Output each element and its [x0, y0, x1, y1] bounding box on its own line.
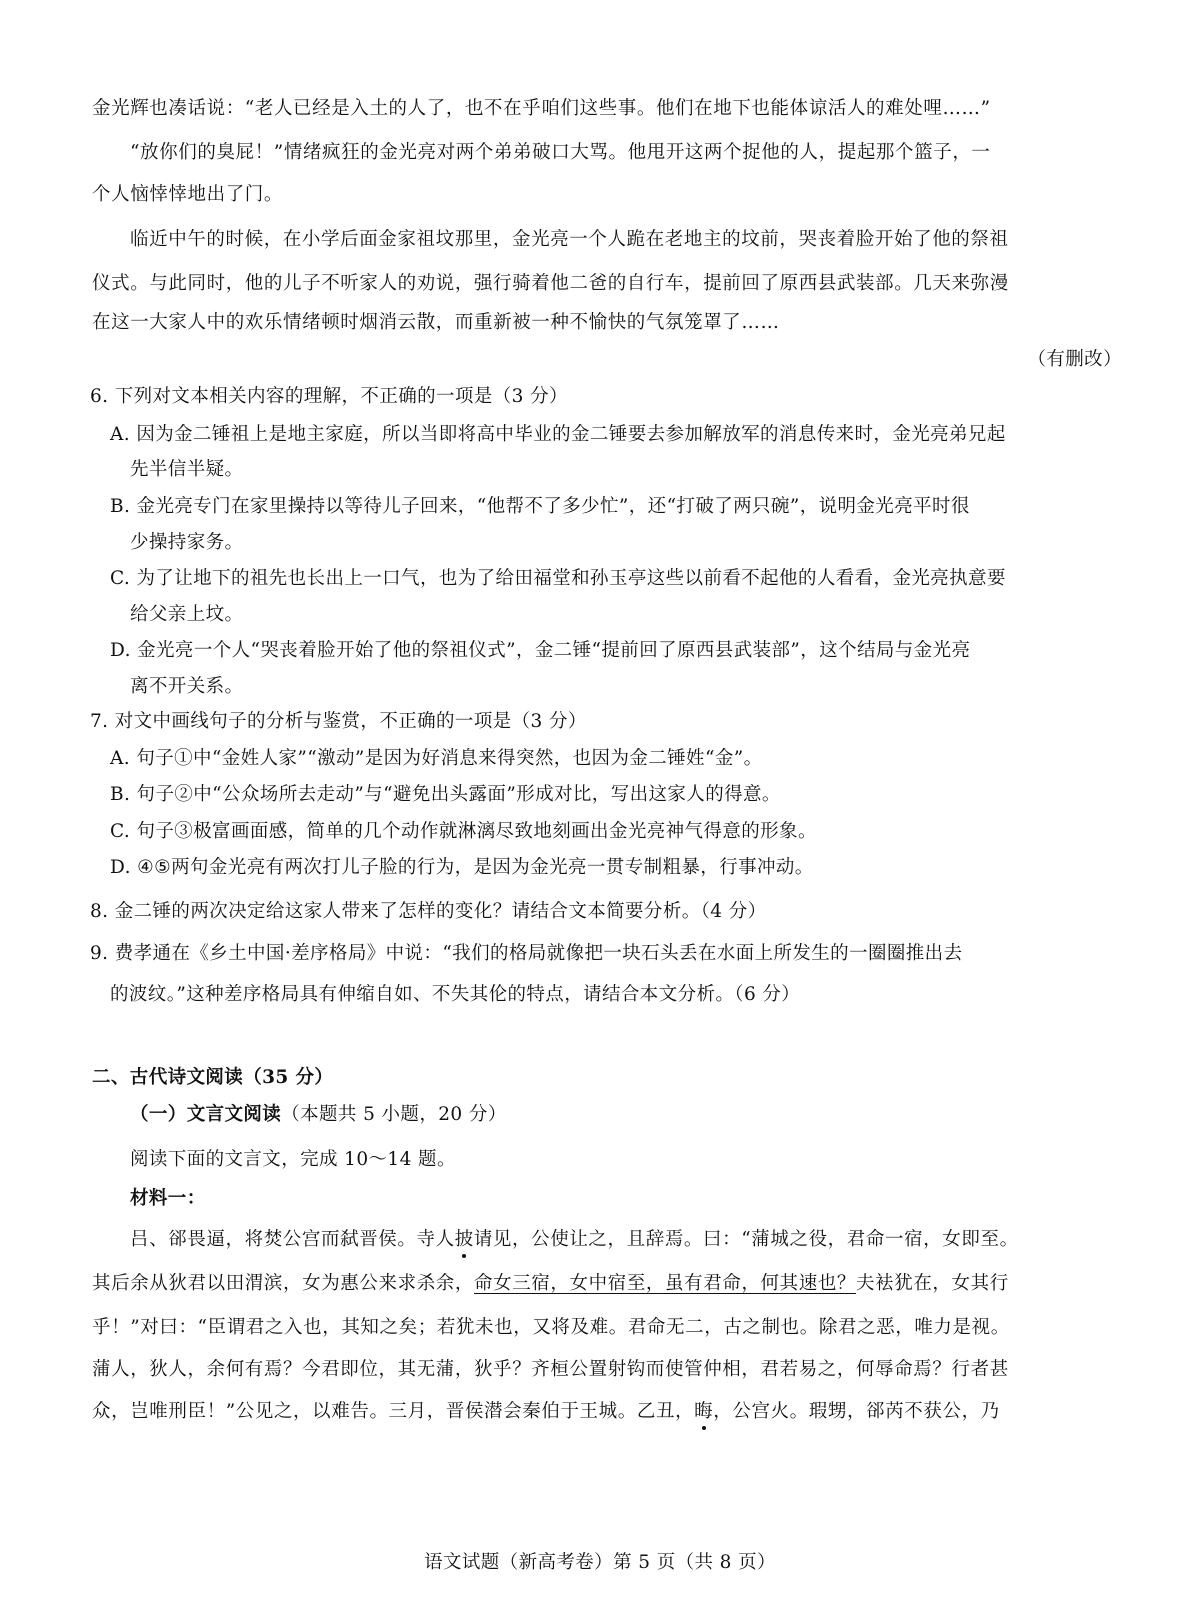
material-label: 材料一：: [130, 1188, 206, 1209]
reading-instruction: 阅读下面的文言文，完成 10～14 题。: [130, 1149, 456, 1170]
passage-paragraph-2-line-2: 个人恼悻悻地出了门。: [92, 184, 284, 205]
question-7-option-b: B. 句子②中“公众场所去走动”与“避免出头露面”形成对比，写出这家人的得意。: [110, 784, 781, 805]
question-6-option-a-line-2: 先半信半疑。: [130, 459, 244, 480]
classical-text-segment: ，公宫火。瑕甥，郤芮不获公，乃: [713, 1401, 1000, 1422]
question-6-option-d-line-2: 离不开关系。: [130, 676, 244, 697]
emphasized-character: 晦: [694, 1401, 714, 1422]
question-6-option-b-line-1: B. 金光亮专门在家里操持以等待儿子回来，“他帮不了多少忙”，还“打破了两只碗”，说明金光亮平时很: [110, 496, 970, 517]
subsection-note: （本题共 5 小题，20 分）: [281, 1104, 507, 1125]
subsection-title: （一）文言文阅读: [130, 1104, 282, 1125]
page-footer: 语文试题（新高考卷）第 5 页（共 8 页）: [424, 1552, 776, 1573]
question-6-stem: 6. 下列对文本相关内容的理解，不正确的一项是（3 分）: [90, 386, 568, 407]
passage-paragraph-1: 金光辉也凑话说：“老人已经是入土的人了，也不在乎咱们这些事。他们在地下也能体谅活人的难处哩……”: [92, 98, 991, 119]
source-note: （有删改）: [1027, 349, 1122, 370]
question-7-option-d: D. ④⑤两句金光亮有两次打儿子脸的行为，是因为金光亮一贯专制粗暴，行事冲动。: [110, 857, 814, 878]
passage-paragraph-3-line-2: 仪式。与此同时，他的儿子不听家人的劝说，强行骑着他二爸的自行车，提前回了原西县武装部。几天来弥漫: [92, 273, 1009, 294]
classical-text-segment: 夫袪犹在，女其行: [856, 1273, 1009, 1294]
emphasized-character: 披: [454, 1229, 474, 1250]
question-6-option-c-line-2: 给父亲上坟。: [130, 604, 244, 625]
question-7-option-a: A. 句子①中“金姓人家”“激动”是因为好消息来得突然，也因为金二锤姓“金”。: [110, 748, 763, 769]
underlined-sentence: 命女三宿，女中宿至，虽有君命，何其速也？: [474, 1273, 857, 1294]
question-6-option-b-line-2: 少操持家务。: [130, 532, 244, 553]
question-9-line-1: 9. 费孝通在《乡土中国·差序格局》中说：“我们的格局就像把一块石头丢在水面上所发生的一圈圈推出去: [90, 943, 963, 964]
question-8: 8. 金二锤的两次决定给这家人带来了怎样的变化？请结合文本简要分析。（4 分）: [90, 901, 767, 922]
classical-text-line-2: [92, 1272, 1009, 1296]
classical-text-segment: 众，岂唯刑臣！”公见之，以难告。三月，晋侯潜会秦伯于王城。乙丑，: [92, 1401, 695, 1422]
classical-text-segment: 其后余从狄君以田渭滨，女为惠公来求杀余，: [92, 1273, 475, 1294]
classical-text-segment: 吕、郤畏逼，将焚公宫而弑晋侯。寺人: [130, 1229, 455, 1250]
classical-text-line-5: [92, 1400, 1000, 1424]
classical-text-line-4: 蒲人，狄人，余何有焉？今君即位，其无蒲，狄乎？齐桓公置射钩而使管仲相，君若易之，何辱命焉？行者甚: [92, 1359, 1009, 1380]
section-2-heading: 二、古代诗文阅读（35 分）: [92, 1067, 334, 1088]
subsection-heading: [130, 1103, 507, 1127]
classical-text-segment: 请见，公使让之，且辞焉。曰：“蒲城之役，君命一宿，女即至。: [473, 1229, 1019, 1250]
question-7-option-c: C. 句子③极富画面感，简单的几个动作就淋漓尽致地刻画出金光亮神气得意的形象。: [110, 821, 817, 842]
question-7-stem: 7. 对文中画线句子的分析与鉴赏，不正确的一项是（3 分）: [90, 711, 587, 732]
question-6-option-a-line-1: A. 因为金二锤祖上是地主家庭，所以当即将高中毕业的金二锤要去参加解放军的消息传来时，金光亮弟兄起: [110, 424, 1006, 445]
passage-paragraph-3-line-1: 临近中午的时候，在小学后面金家祖坟那里，金光亮一个人跪在老地主的坟前，哭丧着脸开始了他的祭祖: [130, 229, 1009, 250]
passage-paragraph-2-line-1: “放你们的臭屁！”情绪疯狂的金光亮对两个弟弟破口大骂。他甩开这两个捉他的人，提起那个篮子，一: [130, 142, 991, 163]
question-9-line-2: 的波纹。”这种差序格局具有伸缩自如、不失其伦的特点，请结合本文分析。（6 分）: [110, 984, 801, 1005]
classical-text-line-3: 乎！”对曰：“臣谓君之入也，其知之矣；若犹未也，又将及难。君命无二，古之制也。除君之恶，唯力是视。: [92, 1317, 1010, 1338]
question-6-option-c-line-1: C. 为了让地下的祖先也长出上一口气，也为了给田福堂和孙玉亭这些以前看不起他的人看看，金光亮执意要: [110, 568, 1006, 589]
question-6-option-d-line-1: D. 金光亮一个人“哭丧着脸开始了他的祭祖仪式”，金二锤“提前回了原西县武装部”，这个结局与金光亮: [110, 640, 971, 661]
passage-paragraph-3-line-3: 在这一大家人中的欢乐情绪顿时烟消云散，而重新被一种不愉快的气氛笼罩了……: [92, 312, 780, 333]
classical-text-line-1: [130, 1228, 1019, 1252]
